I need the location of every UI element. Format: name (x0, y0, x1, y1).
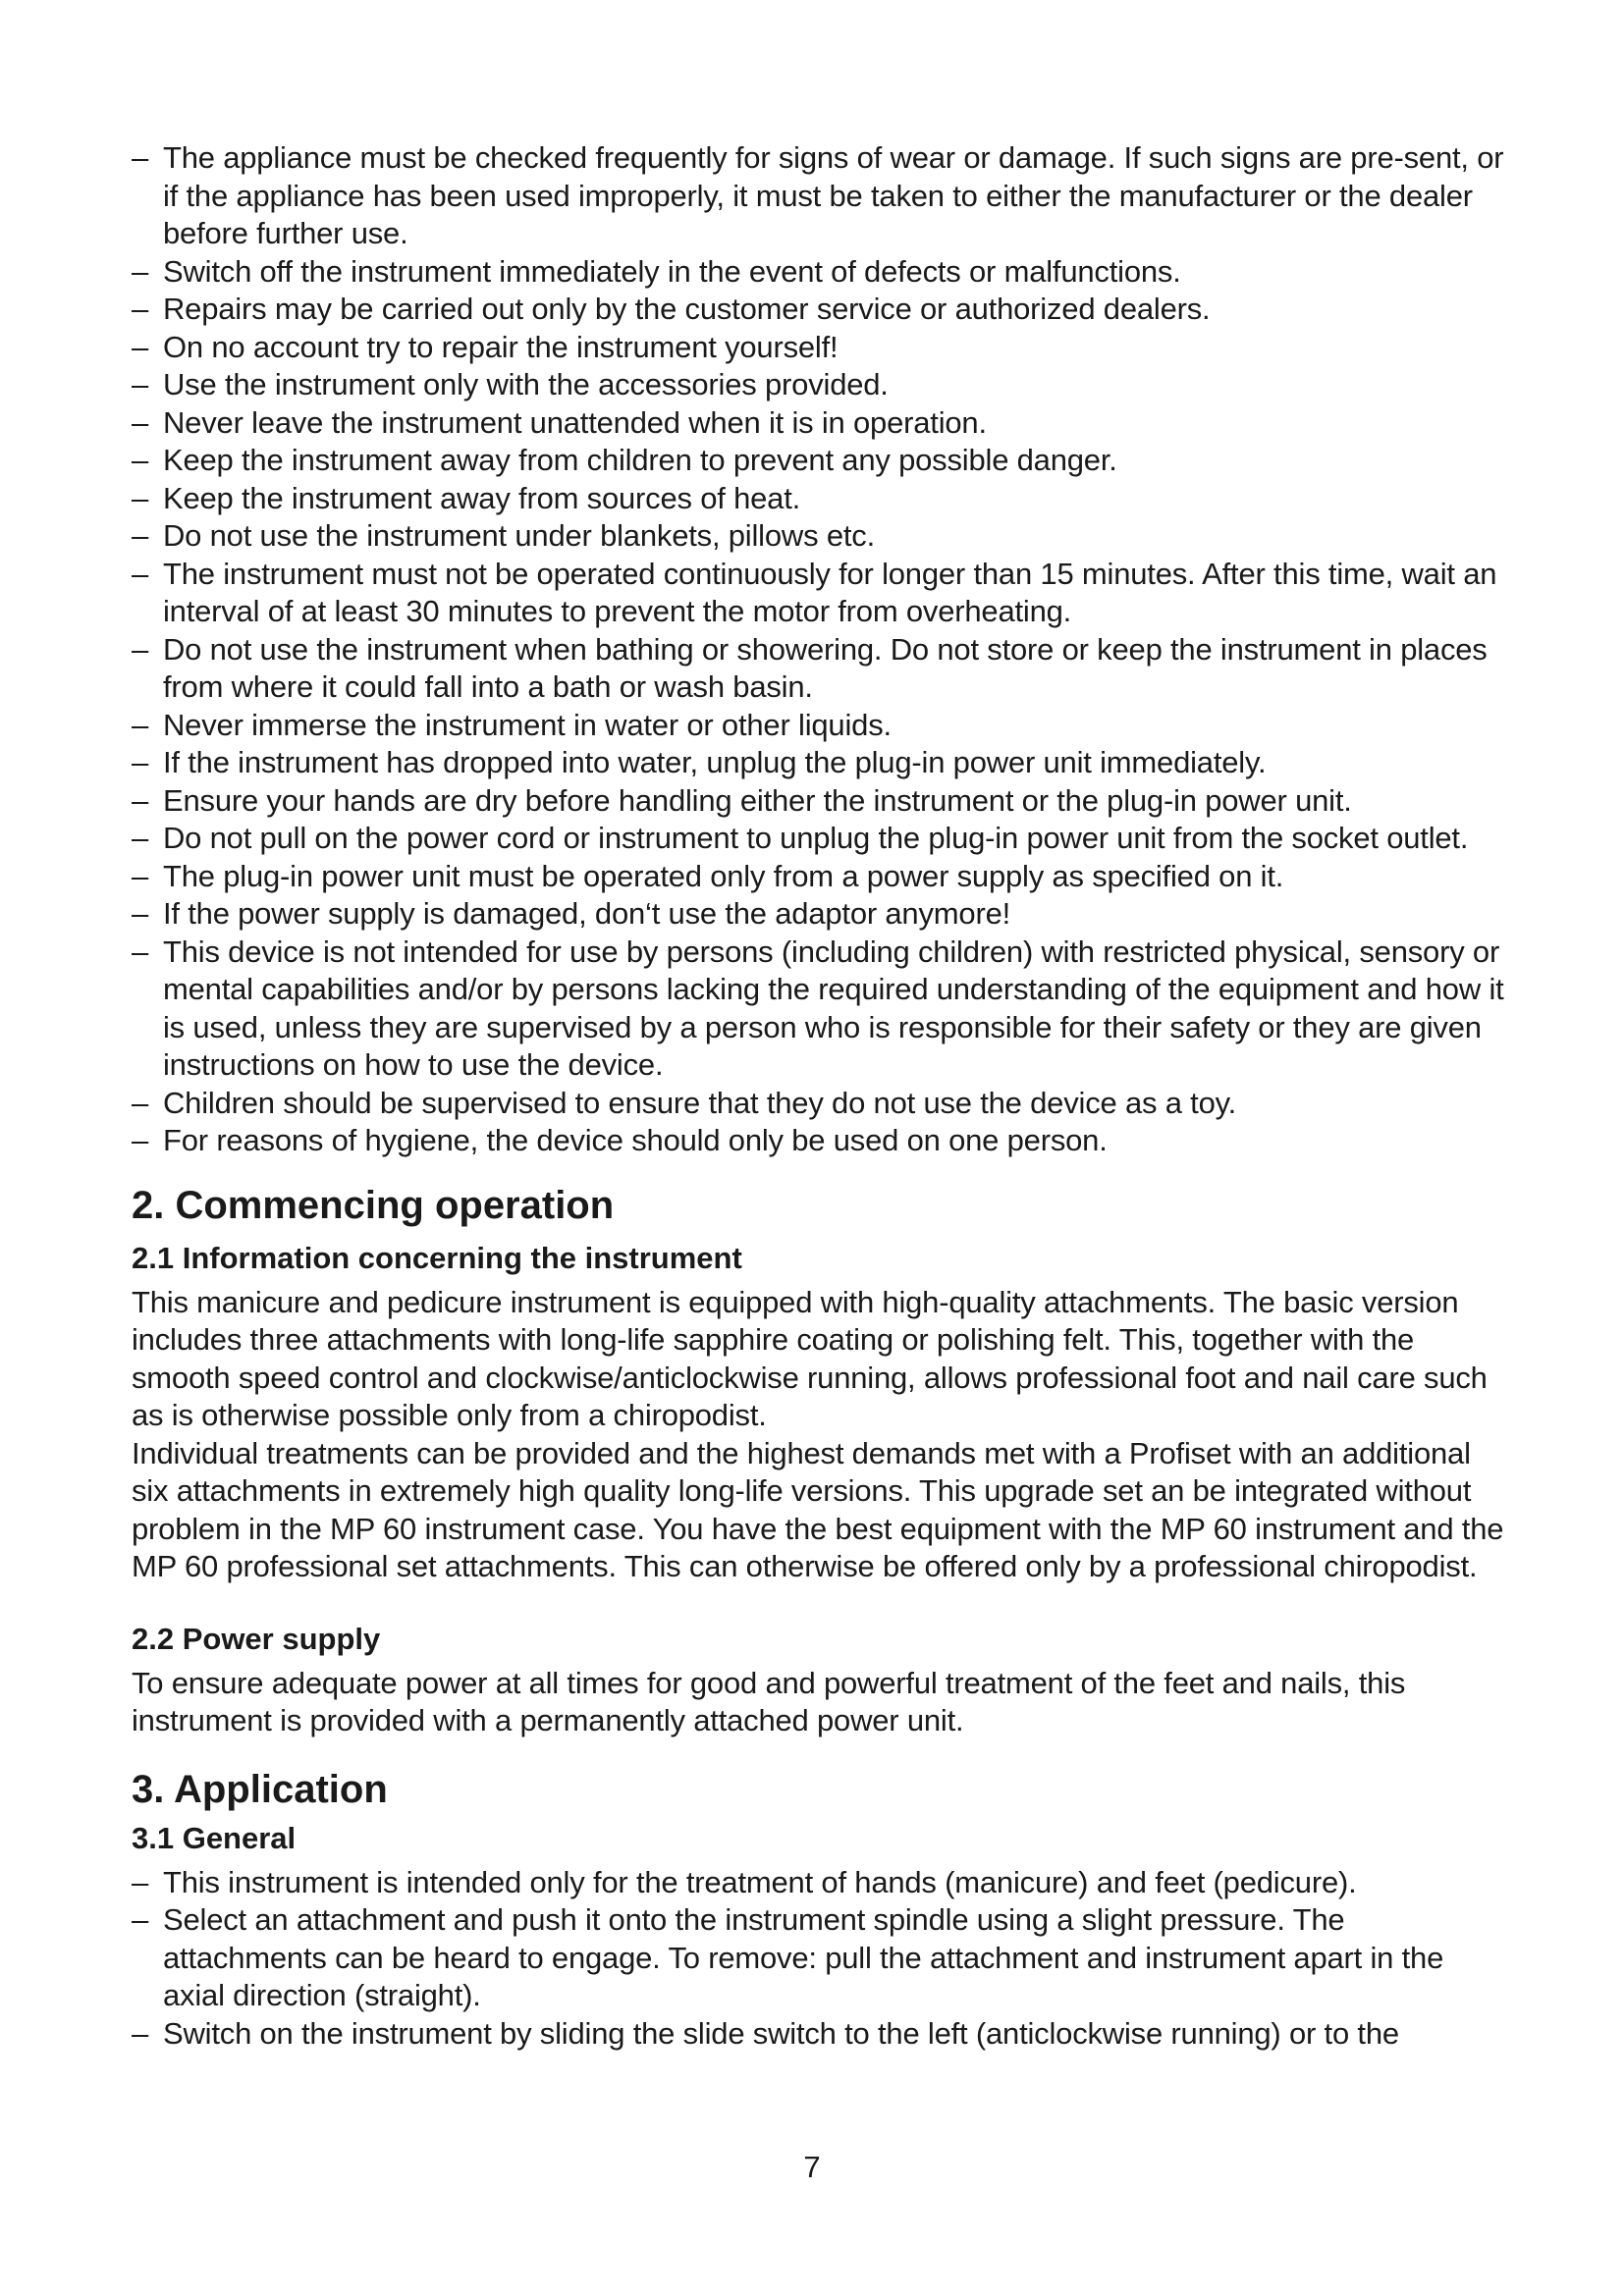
list-item: – Select an attachment and push it onto the instrument spindle using a slight pressure. The attachments can be heard to engage. To remove: pull the attachment and instrument apart in the axial direction (straight). (132, 1902, 1444, 2012)
list-item: – Repairs may be carried out only by the customer service or authorized dealers. (132, 292, 1211, 326)
section-3-heading: 3. Application (132, 1767, 388, 1811)
list-item: – Switch on the instrument by sliding the slide switch to the left (anticlockwise running) or to the (132, 2015, 1399, 2051)
list-item: – The plug-in power unit must be operated only from a power supply as specified on it. (132, 858, 1284, 893)
list-item: – Keep the instrument away from sources of heat. (132, 480, 801, 515)
section-3-1-heading: 3.1 General (132, 1820, 297, 1855)
list-item: – Children should be supervised to ensure that they do not use the device as a toy. (132, 1085, 1237, 1120)
section-2-2-paragraph: To ensure adequate power at all times for good and powerful treatment of the feet and nails, this instrument is provided with a permanently attached power unit. (132, 1665, 1406, 1737)
section-2-heading: 2. Commencing operation (132, 1183, 615, 1227)
section-2-1-heading: 2.1 Information concerning the instrument (132, 1240, 742, 1275)
list-item: – Do not use the instrument under blankets, pillows etc. (132, 518, 875, 553)
list-item: – This instrument is intended only for the treatment of hands (manicure) and feet (pedicure). (132, 1864, 1357, 1899)
list-item: – The appliance must be checked frequently for signs of wear or damage. If such signs are pre-sent, or if the appliance has been used improperly, it must be taken to either the manufacturer or the dealer before further use. (132, 140, 1504, 250)
list-item: – The instrument must not be operated continuously for longer than 15 minutes. After this time, wait an interval of at least 30 minutes to prevent the motor from overheating. (132, 556, 1497, 628)
list-item: – If the instrument has dropped into water, unplug the plug-in power unit immediately. (132, 745, 1267, 779)
list-item: – Never immerse the instrument in water or other liquids. (132, 707, 892, 742)
section-2-2-heading: 2.2 Power supply (132, 1621, 381, 1656)
section-2-1-paragraph-2: Individual treatments can be provided and the highest demands met with a Profiset with an additional six attachments in extremely high quality long-life versions. This upgrade set an be integrated without problem in the MP 60 instrument case. You have the best equipment with the MP 60 instrument and the MP 60 professional set attachments. This can otherwise be offered only by a professional chiropodist. (132, 1435, 1504, 1583)
list-item: – If the power supply is damaged, don‘t use the adaptor anymore! (132, 896, 1011, 931)
list-item: – Do not pull on the power cord or instrument to unplug the plug-in power unit from the socket outlet. (132, 821, 1469, 855)
application-list (132, 1864, 1506, 2054)
list-item: – On no account try to repair the instrument yourself! (132, 329, 839, 364)
list-item: – For reasons of hygiene, the device should only be used on one person. (132, 1123, 1108, 1157)
list-item: – Keep the instrument away from children to prevent any possible danger. (132, 443, 1117, 477)
page-number: 7 (803, 2150, 821, 2184)
section-2-1-paragraph-1: This manicure and pedicure instrument is equipped with high-quality attachments. The basic version includes three attachments with long-life sapphire coating or polishing felt. This, together with the smooth speed control and clockwise/anticlockwise running, allows professional foot and nail care such as is otherwise possible only from a chiropodist. (132, 1284, 1488, 1432)
list-item: – Do not use the instrument when bathing or showering. Do not store or keep the instrument in places from where it could fall into a bath or wash basin. (132, 631, 1488, 704)
list-item: – Never leave the instrument unattended when it is in operation. (132, 404, 987, 440)
safety-list (132, 139, 1506, 1160)
list-item: – This device is not intended for use by persons (including children) with restricted physical, sensory or mental capabilities and/or by persons lacking the required understanding of the equipment and how it is used, unless they are supervised by a person who is responsible for their safety or they are given instructions on how to use the device. (132, 934, 1504, 1082)
list-item: – Switch off the instrument immediately in the event of defects or malfunctions. (132, 253, 1181, 289)
list-item: – Use the instrument only with the accessories provided. (132, 367, 889, 401)
page-content (132, 139, 1506, 2053)
list-item: – Ensure your hands are dry before handling either the instrument or the plug-in power unit. (132, 782, 1352, 818)
